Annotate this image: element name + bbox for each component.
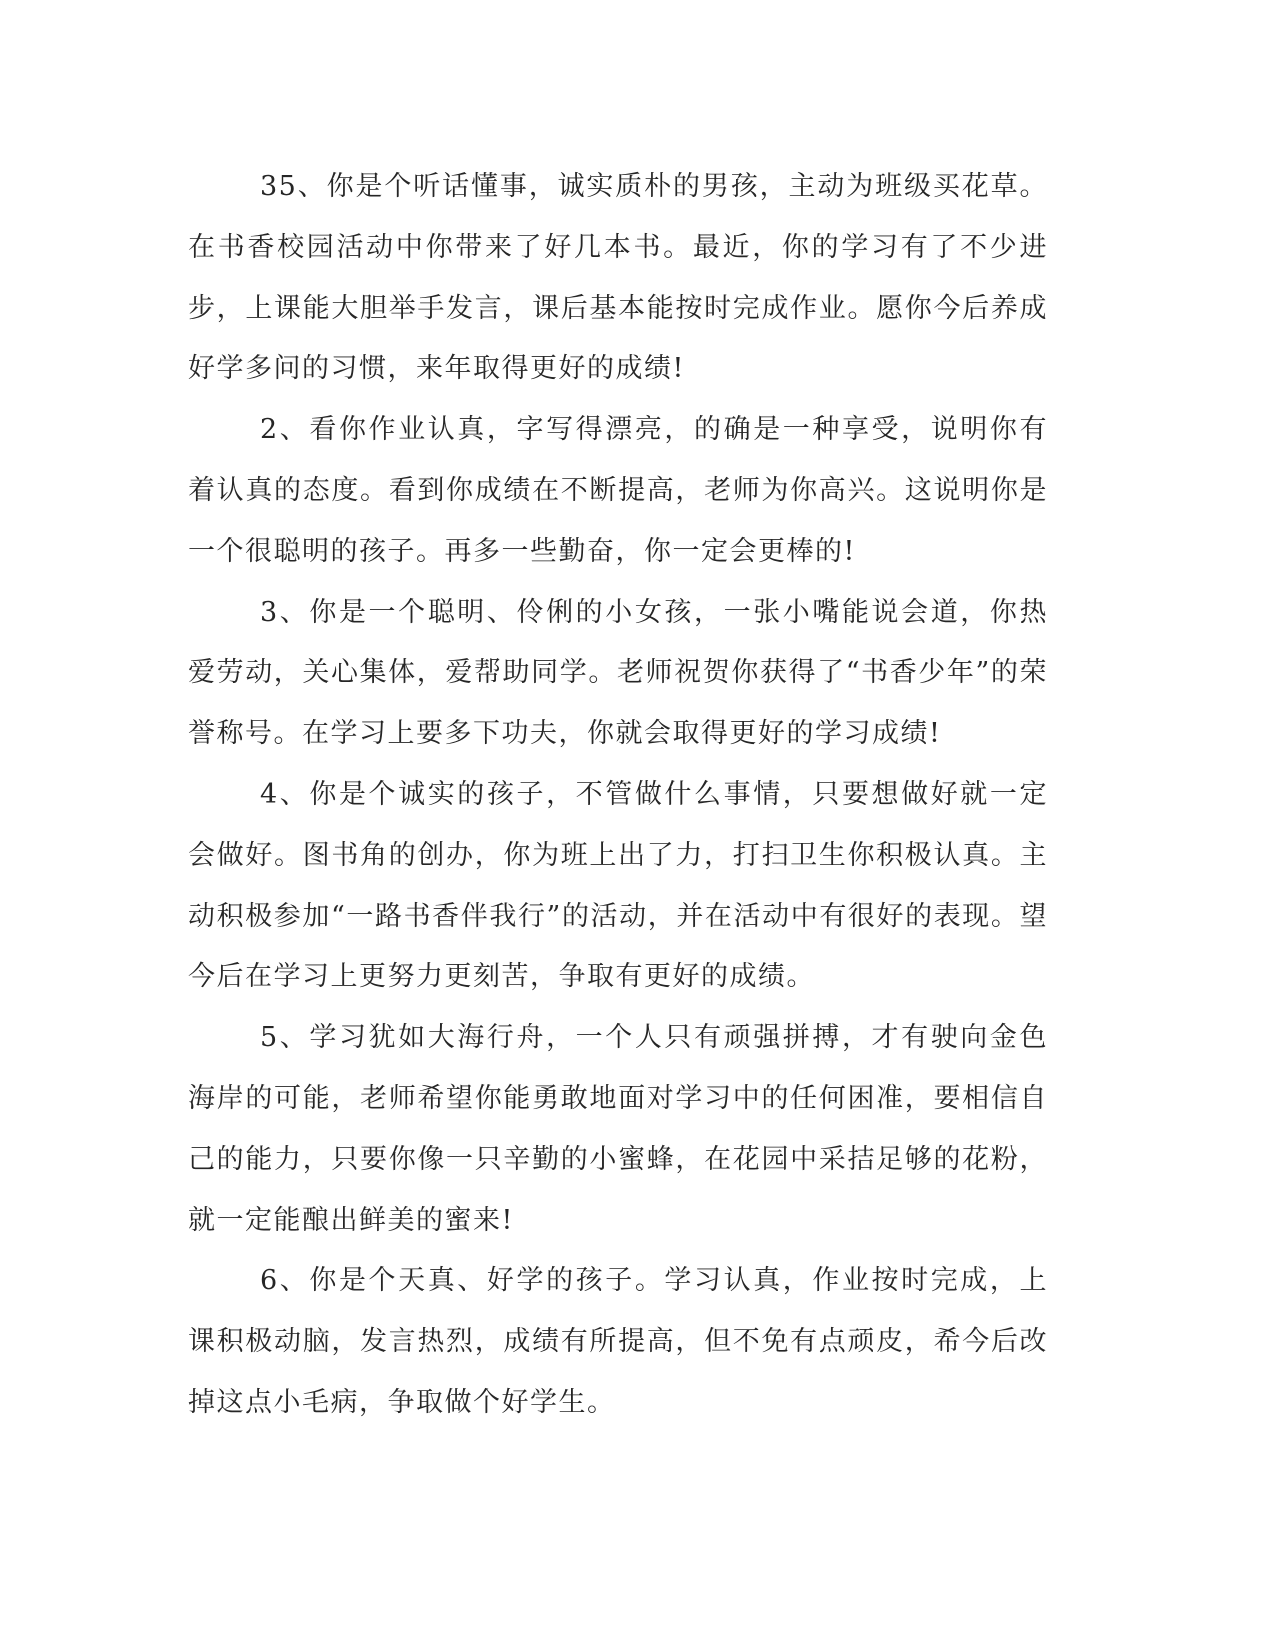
comment-paragraph-2: 2、看你作业认真，字写得漂亮，的确是一种享受，说明你有着认真的态度。看到你成绩在不断提高，老师为你高兴。这说明你是一个很聪明的孩子。再多一些勤奋，你一定会更棒的! xyxy=(188,414,1048,567)
comment-paragraph-35: 35、你是个听话懂事，诚实质朴的男孩，主动为班级买花草。在书香校园活动中你带来了好几本书。最近，你的学习有了不少进步，上课能大胆举手发言，课后基本能按时完成作业。愿你今后养成好学多问的习惯，来年取得更好的成绩! xyxy=(188,171,1048,385)
document-body xyxy=(188,157,1048,1434)
comment-paragraph-4: 4、你是个诚实的孩子，不管做什么事情，只要想做好就一定会做好。图书角的创办，你为班上出了力，打扫卫生你积极认真。主动积极参加“一路书香伴我行”的活动，并在活动中有很好的表现。望今后在学习上更努力更刻苦，争取有更好的成绩。 xyxy=(188,778,1048,993)
comment-paragraph-5: 5、学习犹如大海行舟，一个人只有顽强拼搏，才有驶向金色海岸的可能，老师希望你能勇敢地面对学习中的任何困准，要相信自己的能力，只要你像一只辛勤的小蜜蜂，在花园中采拮足够的花粉，就一定能酿出鲜美的蜜来! xyxy=(188,1022,1048,1236)
comment-paragraph-6: 6、你是个天真、好学的孩子。学习认真，作业按时完成，上课积极动脑，发言热烈，成绩有所提高，但不免有点顽皮，希今后改掉这点小毛病，争取做个好学生。 xyxy=(188,1265,1048,1418)
comment-paragraph-3: 3、你是一个聪明、伶俐的小女孩，一张小嘴能说会道，你热爱劳动，关心集体，爱帮助同学。老师祝贺你获得了“书香少年”的荣誉称号。在学习上要多下功夫，你就会取得更好的学习成绩! xyxy=(188,596,1048,750)
